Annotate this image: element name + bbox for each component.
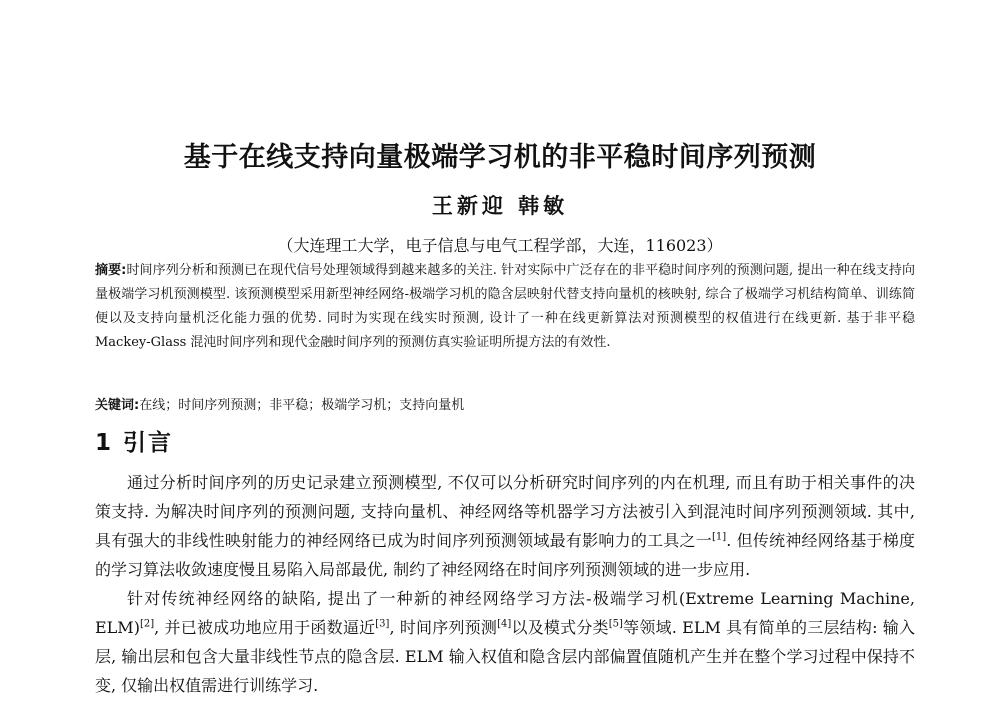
paper-authors: 王新迎 韩敏 — [431, 193, 569, 218]
paragraph-1 — [95, 468, 915, 584]
paper-title: 基于在线支持向量极端学习机的非平稳时间序列预测 — [183, 142, 817, 173]
paragraph-2-text-b: , 并已被成功地应用于函数逼近 — [154, 618, 376, 637]
citation-ref-5: [5] — [608, 618, 623, 630]
section-body — [95, 468, 915, 700]
paragraph-2-text-c: , 时间序列预测 — [389, 618, 498, 637]
paragraph-1-text-a: 通过分析时间序列的历史记录建立预测模型, 不仅可以分析研究时间序列的内在机理, 而且有助于相关事件的决策支持. 为解决时间序列的预测问题, 支持向量机、神经网络等机器学习方法被引入到混沌时间序列预测领域. 其中, 具有强大的非线性映射能力的神经网络已成为时间序列预测领域最有影响力的工具之一 — [95, 473, 915, 550]
keywords-label: 关键词: — [95, 398, 140, 413]
abstract-label: 摘要: — [95, 263, 127, 278]
citation-ref-1: [1] — [712, 531, 727, 543]
section-heading-introduction: 1 引言 — [95, 430, 174, 456]
paragraph-2-text-d: 以及模式分类 — [511, 618, 609, 637]
paragraph-1-text-b: . 但传统神经网络基于梯度的学习算法收敛速度慢且易陷入局部最优, 制约了神经网络在时间序列预测领域的进一步应用. — [95, 531, 915, 579]
keywords-text: 在线；时间序列预测；非平稳；极端学习机；支持向量机 — [139, 398, 465, 413]
paragraph-2-text-e: 等领域. ELM 具有简单的三层结构: 输入层, 输出层和包含大量非线性节点的隐含层. ELM 输入权值和隐含层内部偏置值随机产生并在整个学习过程中保持不变, 仅输出权值需进行训练学习. — [95, 618, 915, 695]
citation-ref-2: [2] — [139, 618, 155, 630]
abstract-block — [95, 259, 915, 355]
citation-ref-4: [4] — [497, 618, 512, 630]
keywords-block — [95, 394, 915, 418]
citation-ref-3: [3] — [375, 618, 390, 630]
paragraph-2 — [95, 584, 915, 700]
abstract-text: 时间序列分析和预测已在现代信号处理领域得到越来越多的关注. 针对实际中广泛存在的非平稳时间序列的预测问题, 提出一种在线支持向量极端学习机预测模型. 该预测模型采用新型神经网络-极端学习机的隐含层映射代替支持向量机的核映射, 综合了极端学习机结构简单、训练简便以及支持向量机泛化能力强的优势. 同时为实现在线实时预测, 设计了一种在线更新算法对预测模型的权值进行在线更新. 基于非平稳 Mackey-Glass 混沌时间序列和现代金融时间序列的预测仿真实验证明所提方法的有效性. — [95, 263, 916, 350]
paragraph-2-text-a: 针对传统神经网络的缺陷, 提出了一种新的神经网络学习方法-极端学习机(Extreme Learning Machine, ELM) — [95, 589, 915, 637]
paper-affiliation: （大连理工大学，电子信息与电气工程学部，大连，116023） — [277, 236, 723, 255]
